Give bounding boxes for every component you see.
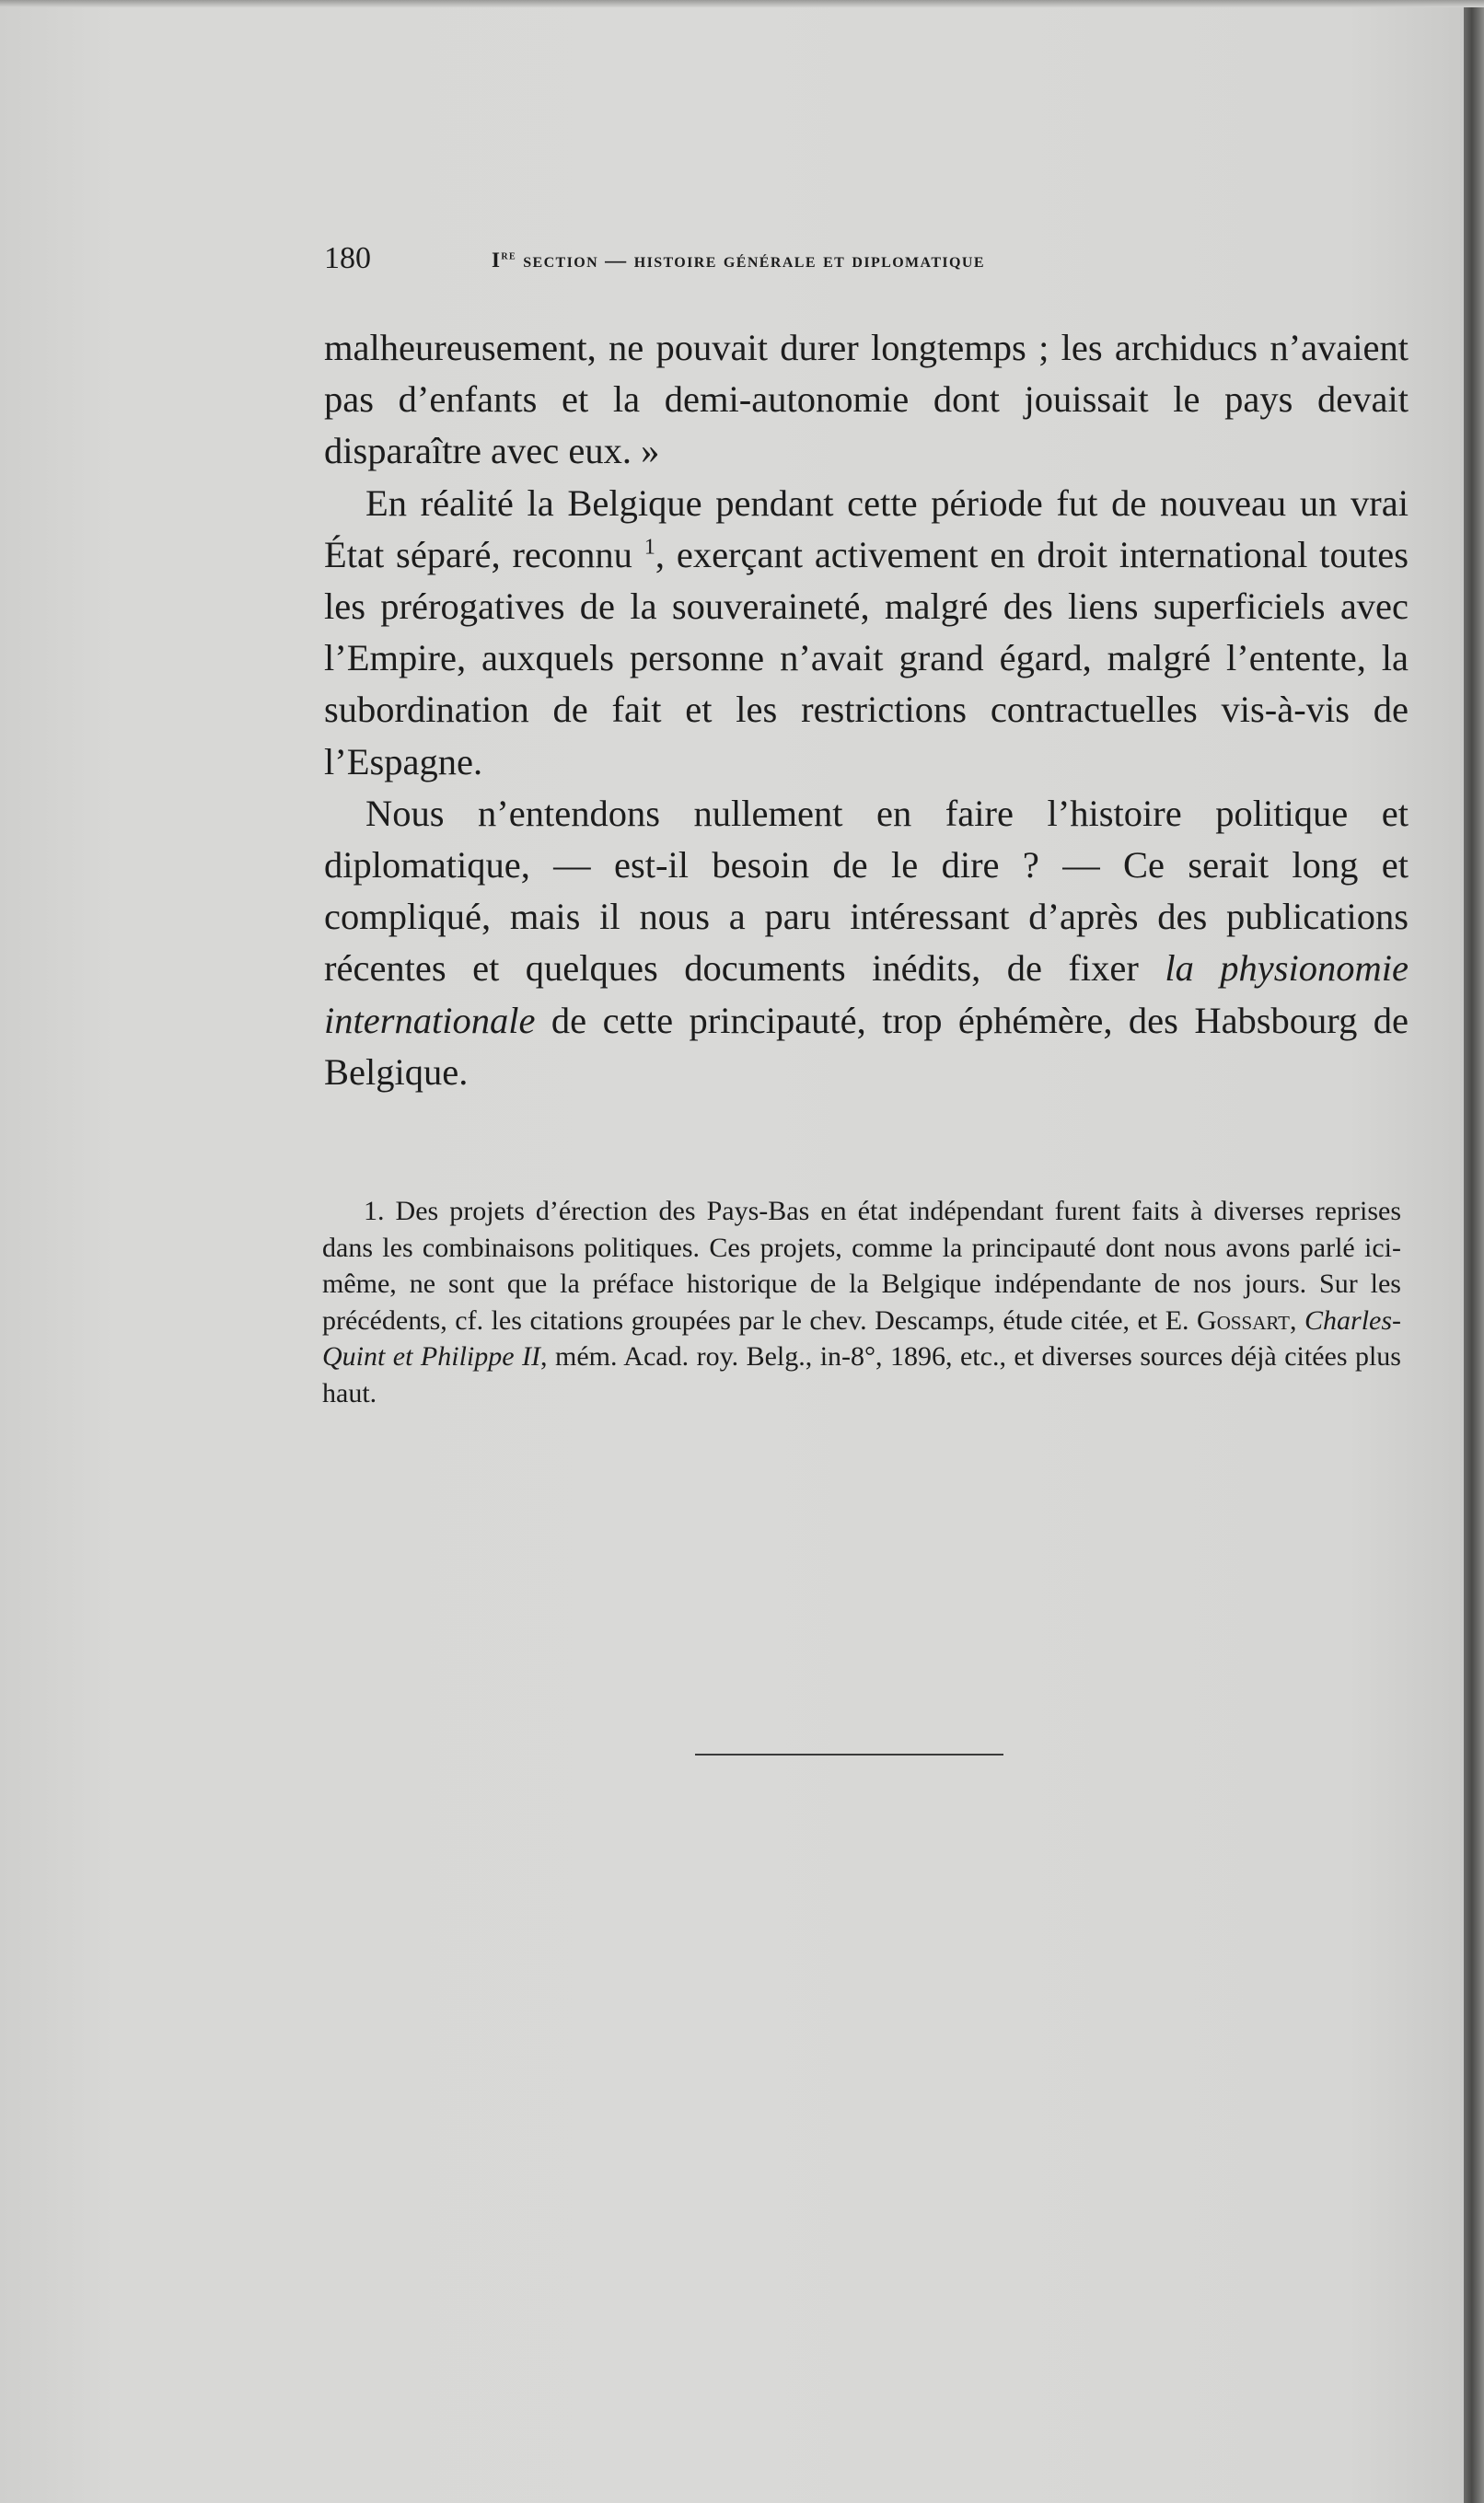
paragraph-1: malheureusement, ne pouvait durer longtemps ; les archiducs n’avaient pas d’enfants et la demi-autonomie dont jouissait le pays devait disparaître avec eux. » — [324, 327, 1409, 472]
paragraph-3-italic-phrase: la physionomie internationale — [324, 947, 1409, 1041]
footnote-work-title: Charles-Quint et Philippe II — [322, 1304, 1402, 1372]
paragraph-3 — [324, 788, 1409, 1098]
footnote-text-end: , mém. Acad. roy. Belg., in-8°, 1896, etc., et diverses sources déjà citées plus haut. — [322, 1341, 1401, 1408]
paragraph-2-text-end: , exerçant activement en droit international toutes les prérogatives de la souveraineté, malgré des liens superficiels avec l’Empire, auxquels personne n’avait grand égard, malgré l’entente, la subordination de fait et les restrictions contractuelles vis-à-vis de l’Espagne. — [324, 533, 1409, 782]
paragraph-2-text-start: En réalité la Belgique pendant cette période fut de nouveau un vrai État séparé, reconnu — [324, 481, 1409, 575]
footnotes — [322, 1193, 1401, 1411]
running-head — [492, 249, 985, 272]
page-top-edge — [0, 0, 1484, 7]
footnote-author: Gossart — [1197, 1304, 1290, 1336]
paragraph-2 — [324, 478, 1409, 788]
paragraph-3-text-end: de cette principauté, trop éphémère, des Habsbourg de Belgique. — [324, 999, 1409, 1093]
running-head-prefix: I — [492, 249, 502, 272]
page-header — [324, 241, 1254, 278]
running-head-text: section — histoire générale et diplomatique — [516, 249, 985, 272]
footnote-number: 1. — [364, 1196, 385, 1226]
page-binding-edge — [1464, 0, 1484, 2503]
page-number: 180 — [324, 241, 371, 275]
end-rule — [695, 1754, 1003, 1756]
footnote-separator: , — [1289, 1304, 1305, 1336]
footnote-text-start: Des projets d’érection des Pays-Bas en état indépendant furent faits à diverses reprises dans les combinaisons politiques. Ces projets, comme la principauté dont nous avons parlé ici-même, ne sont que la préface historique de la Belgique indépendante de nos jours. Sur les précédents, cf. les citations groupées par le chev. Descamps, étude citée, et E. — [322, 1196, 1401, 1336]
footnote-1 — [322, 1193, 1401, 1411]
paragraph-3-text-start: Nous n’entendons nullement en faire l’histoire politique et diplomatique, — est-il besoin de le dire ? — Ce serait long et compliqué, mais il nous a paru intéressant d’après des publications récentes et quelques documents inédits, de fixer — [324, 792, 1409, 990]
running-head-superscript: re — [501, 248, 517, 262]
footnote-reference: 1 — [643, 534, 655, 560]
body-text — [324, 322, 1409, 1098]
